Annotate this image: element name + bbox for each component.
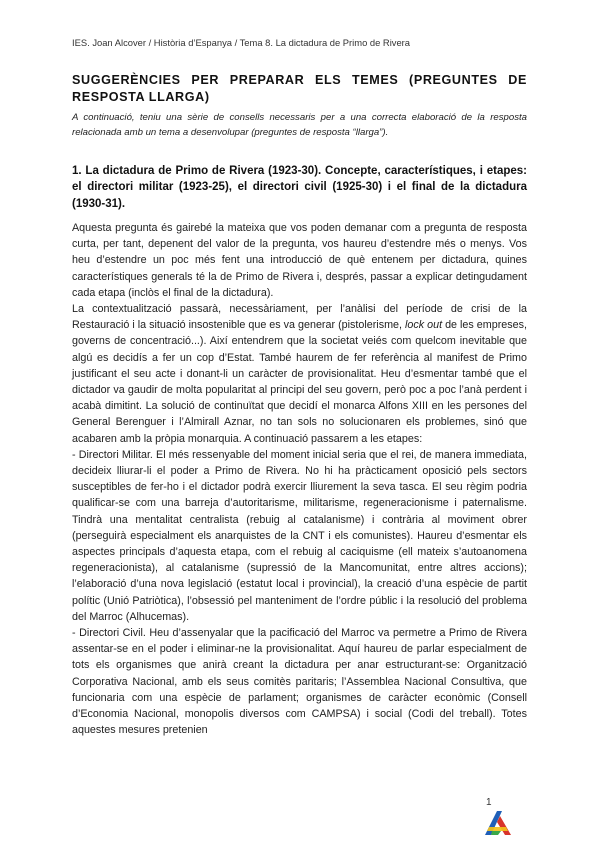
paragraph-context [72,301,527,447]
running-header: IES. Joan Alcover / Història d’Espanya / Tema 8. La dictadura de Primo de Rivera [72,37,411,48]
page-number: 1 [486,797,492,808]
section-title: SUGGERÈNCIES PER PREPARAR ELS TEMES (PREGUNTES DE RESPOSTA LLARGA) [72,73,527,104]
logo-yellow-shape [487,827,508,831]
lock-out-term: lock out [405,319,443,332]
question-heading: 1. La dictadura de Primo de Rivera (1923-30). Concepte, característiques, i etapes: el directori militar (1923-25), el directori civil (1925-30) i el final de la dictadura (1930-31). [72,165,527,210]
paragraph-introduction: Aquesta pregunta és gairebé la mateixa que vos poden demanar com a pregunta de resposta curta, per tant, depenent del valor de la pregunta, vos haureu d’estendre més o menys. Vos heu d’estendre un poc més fent una introducció de què entenem per dictadura, quines característiques generals té la de Primo de Rivera i, després, passar a explicar detingudament cada etapa (inclòs el final de la dictadura). [72,222,527,299]
school-logo-icon [483,810,513,836]
paragraph-directori-militar: - Directori Militar. El més ressenyable del moment inicial seria que el rei, de manera immediata, decideix lliurar-li el poder a Primo de Rivera. No hi ha pràcticament oposició pels sectors susceptibles de fer-ho i el dictador podrà exercir lliurement la seva tasca. El seu règim podria qualificar-se com una barreja d’autoritarisme, militarisme, regeneracionisme i paternalisme. Tindrà una mentalitat centralista (rebuig al catalanisme) i contrària al moviment obrer (perseguirà especialment els anarquistes de la CNT i els comunistes). Haureu d’esmentar els aspectes principals d’aquesta etapa, com el rebuig al caciquisme (ell mateix s’autoanomena regeneracionista), al catalanisme (supressió de la Mancomunitat, entre altres accions); l’elaboració d’una nova legislació (estatut local i provincial), la creació d’una espècie de partit polític (Unió Patriòtica), l’obsessió pel manteniment de l’ordre públic i la resolució del problema del Marroc (Alhucemas). [72,448,527,623]
paragraph-context-part-1: La contextualització passarà, necessàriament, per l’anàlisi del període de crisi de la Restauració i la situació insostenible que es va generar (pistolerisme, [72,303,527,332]
logo-green-shape [491,831,501,835]
intro-paragraph: A continuació, teniu una sèrie de consells necessaris per a una correcta elaboració de la resposta relacionada amb un tema a desenvolupar (preguntes de resposta “llarga”). [72,112,527,138]
paragraph-directori-civil: - Directori Civil. Heu d’assenyalar que la pacificació del Marroc va permetre a Primo de Rivera assentar-se en el poder i eliminar-ne la provisionalitat. Aquí haureu de parlar especialment de tots els organismes que anirà creant la dictadura per anar estructurant-se: Organització Corporativa Nacional, amb els seus comitès paritaris; l’Assemblea Nacional Consultiva, que funcionaria com una espècie de parlament; organismes de caràcter econòmic (Consell d’Economia Nacional, monopolis diversos com CAMPSA) i social (Codi del treball). Totes aquestes mesures pretenien [72,627,527,737]
question-body [72,220,527,739]
paragraph-context-part-2: de les empreses, governs de concentració...). Així entendrem que la societat veiés com quelcom inevitable que algú es decidís a fer un cop d’Estat. També haurem de fer referència al manifest de Primo justificant el seu acte i donant-li un caràcter de provisionalitat. Heu d’esmentar també que el dictador va gaudir de molta popularitat al principi del seu govern, però poc a poc l’anà perdent i acabà dimitint. La solució de continuïtat que decidí el monarca Alfons XIII en les persones del General Berenguer i l’Almirall Aznar, no tan sols no solucionaren els problemes, sinó que acabaren amb la pròpia monarquia. A continuació passarem a les etapes: [72,319,527,445]
